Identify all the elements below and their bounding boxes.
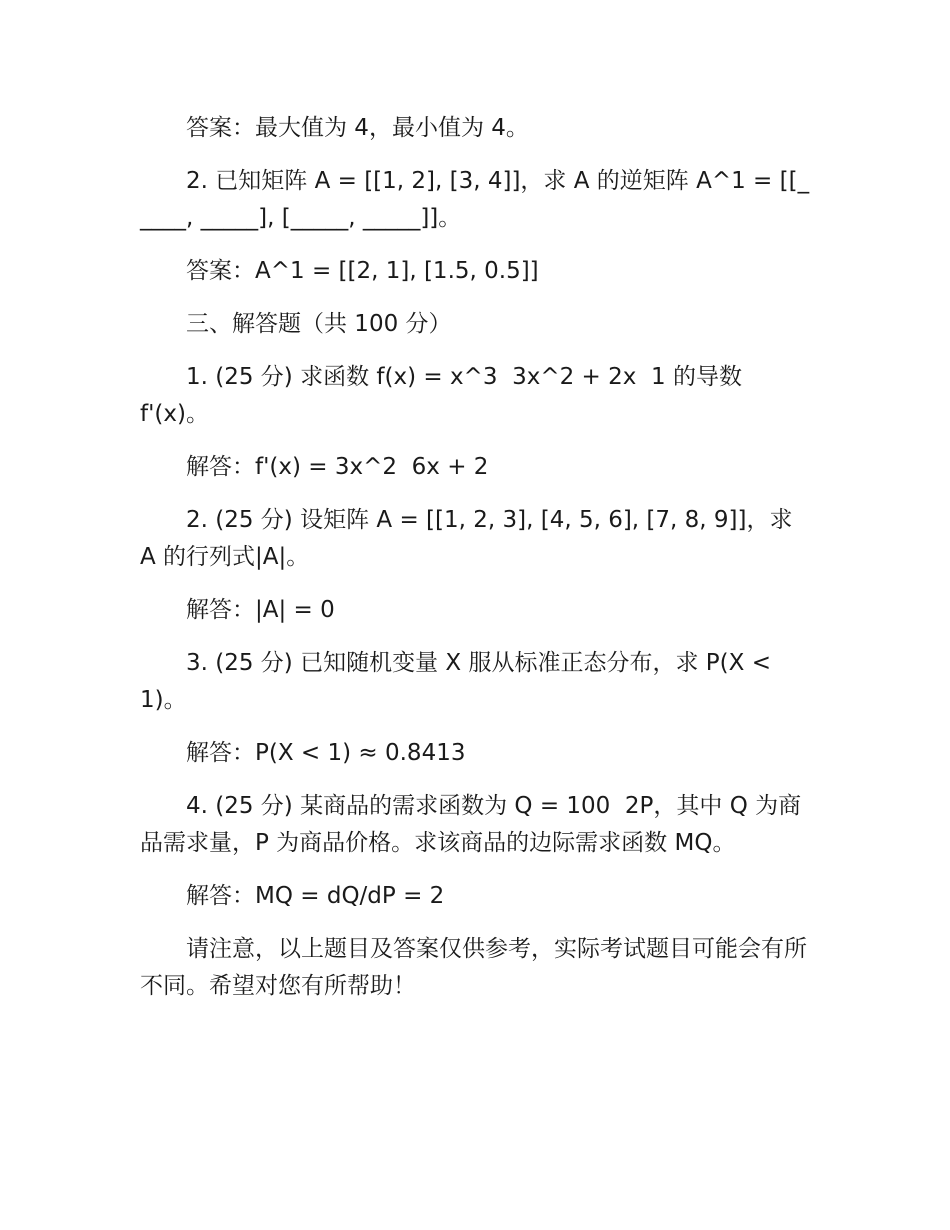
answer-derivative: 解答：f'(x) = 3x^2 6x + 2 — [186, 454, 489, 480]
question-derivative: 1. (25 分) 求函数 f(x) = x^3 3x^2 + 2x 1 的导数 f'(x)。 — [140, 364, 750, 427]
question-marginal-demand: 4. (25 分) 某商品的需求函数为 Q = 100 2P，其中 Q 为商品需求量，P 为商品价格。求该商品的边际需求函数 MQ。 — [140, 793, 802, 856]
answer-max-min: 答案：最大值为 4，最小值为 4。 — [186, 115, 529, 141]
question-normal-distribution: 3. (25 分) 已知随机变量 X 服从标准正态分布，求 P(X < 1)。 — [140, 650, 779, 713]
answer-matrix-inverse: 答案：A^1 = [[2, 1], [1.5, 0.5]] — [186, 258, 539, 284]
question-determinant: 2. (25 分) 设矩阵 A = [[1, 2, 3], [4, 5, 6], [7, 8, 9]]，求 A 的行列式|A|。 — [140, 507, 800, 570]
answer-normal-distribution: 解答：P(X < 1) ≈ 0.8413 — [186, 740, 466, 766]
answer-marginal-demand: 解答：MQ = dQ/dP = 2 — [186, 883, 445, 909]
closing-note: 请注意，以上题目及答案仅供参考，实际考试题目可能会有所不同。希望对您有所帮助！ — [140, 936, 807, 999]
question-matrix-inverse: 2. 已知矩阵 A = [[1, 2], [3, 4]]，求 A 的逆矩阵 A^1 = [[_____, _____], [_____, _____]]。 — [140, 168, 810, 231]
answer-determinant: 解答：|A| = 0 — [186, 597, 335, 623]
document-body — [140, 110, 810, 1021]
section-heading-solutions: 三、解答题（共 100 分） — [186, 311, 452, 337]
